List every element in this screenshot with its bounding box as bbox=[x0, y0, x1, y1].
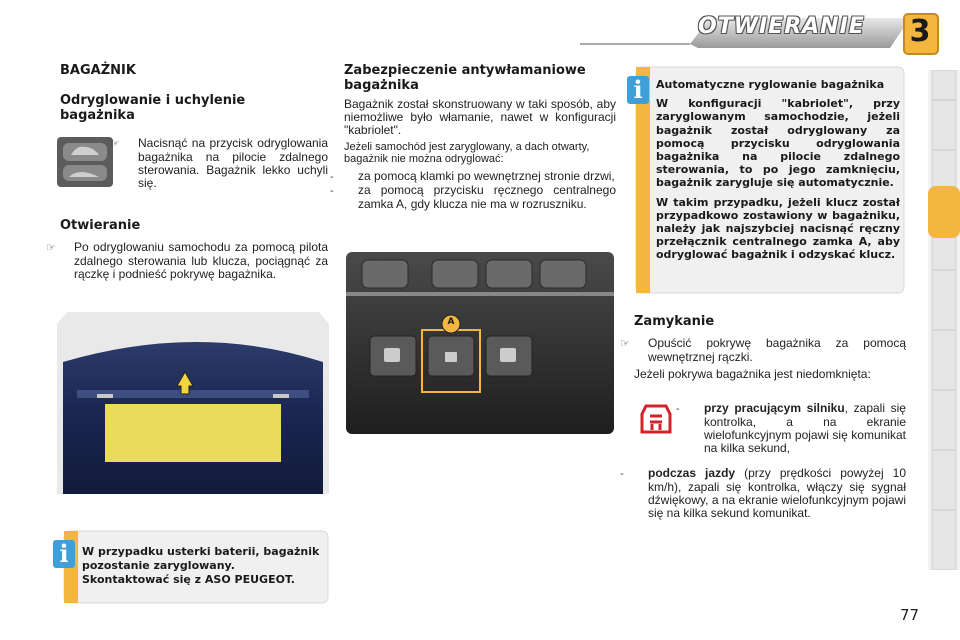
pointer-icon: ☞ bbox=[110, 138, 120, 150]
step-remote-unlock bbox=[110, 136, 328, 190]
switch-label-a: A bbox=[447, 317, 455, 327]
section-title-anti-theft: Zabezpieczenie antywłamaniowe bagażnika bbox=[344, 63, 586, 93]
list-item: - za pomocą przycisku ręcznego centralnego zamka A, gdy klucza nie ma w rozruszniku. bbox=[330, 183, 616, 211]
subsection-title-unlock: Odryglowanie i uchylenie bagażnika bbox=[60, 93, 246, 123]
list-item: - za pomocą klamki po wewnętrznej stronie drzwi, bbox=[330, 169, 615, 183]
pointer-icon: ☞ bbox=[46, 242, 56, 254]
closing-while-driving: - podczas jazdy (przy prędkości powyżej 10 km/h), zapali się kontrolka, włączy się sygnał dźwiękowy, a na ekranie wielofunkcyjnym pojawi się na kilka sekund komunikat. bbox=[620, 466, 907, 520]
chapter-number: 3 bbox=[909, 14, 931, 49]
page-number: 77 bbox=[900, 606, 920, 624]
step-open-trunk bbox=[46, 240, 328, 281]
anti-theft-condition: Jeżeli samochód jest zaryglowany, a dach otwarty, bagażnik nie można odryglować: bbox=[344, 141, 590, 165]
center-console-illustration bbox=[346, 252, 614, 434]
closing-note: Jeżeli pokrywa bagażnika jest niedomknięta: bbox=[634, 367, 871, 381]
info-box-paragraph: W konfiguracji "kabriolet", przy zaryglowanym samochodzie, jeżeli bagażnik został odryglowany za pomocą przycisku odryglowania bagażnika na pilocie zdalnego sterowania, to po jego zamknięciu, bagażnik zarygluje się automatycznie. bbox=[656, 97, 900, 190]
closing-while-driving-text: (przy prędkości powyżej 10 km/h), zapali się kontrolka, włączy się sygnał dźwiękowy, a na ekranie wielofunkcyjnym pojawi się na kilka sekund komunikat. bbox=[648, 466, 907, 520]
chapter-title: OTWIERANIE bbox=[698, 14, 865, 39]
closing-engine-running-text: , zapali się kontrolka, a na ekranie wielofunkcyjnym pojawi się komunikat na kilka sekund, bbox=[704, 401, 906, 455]
info-icon: i bbox=[627, 76, 649, 104]
closing-engine-running: - przy pracującym silniku, zapali się kontrolka, a na ekranie wielofunkcyjnym pojawi się komunikat na kilka sekund, bbox=[676, 401, 906, 455]
pointer-icon: ☞ bbox=[620, 338, 630, 350]
trunk-open-warning-icon bbox=[636, 400, 676, 440]
step-close-trunk-text: Opuścić pokrywę bagażnika za pomocą wewnętrznej rączki. bbox=[648, 336, 906, 364]
step-open-trunk-text: Po odryglowaniu samochodu za pomocą pilota zdalnego sterowania lub klucza, pociągnąć za rączkę i podnieść pokrywę bagażnika. bbox=[74, 240, 328, 281]
section-title-trunk: BAGAŻNIK bbox=[60, 63, 136, 78]
subsection-title-closing: Zamykanie bbox=[634, 314, 715, 329]
subsection-title-opening: Otwieranie bbox=[60, 218, 141, 233]
remote-key-icon bbox=[57, 137, 113, 187]
info-box-battery: W przypadku usterki baterii, bagażnik pozostanie zaryglowany. Skontaktować się z ASO PEUGEOT. bbox=[82, 545, 320, 586]
chapter-tabs bbox=[928, 70, 960, 570]
closing-while-driving-label: podczas jazdy bbox=[648, 466, 736, 480]
info-box-paragraph: W takim przypadku, jeżeli klucz został przypadkowo zostawiony w bagażniku, należy jak najszybciej nacisnąć ręczny przełącznik centralnego zamka A, aby odryglować bagażnik i odzyskać klucz. bbox=[656, 195, 900, 262]
info-box-auto-lock bbox=[656, 78, 900, 262]
step-remote-unlock-text: Nacisnąć na przycisk odryglowania bagażnika na pilocie zdalnego sterowania. Bagażnik lekko uchyli się. bbox=[138, 136, 328, 190]
anti-theft-paragraph: Bagażnik został skonstruowany w taki sposób, aby niemożliwe było włamanie, nawet w konfiguracji "kabriolet". bbox=[344, 97, 616, 137]
info-icon: i bbox=[53, 540, 75, 568]
step-close-trunk bbox=[620, 336, 906, 364]
closing-engine-running-label: przy pracującym silniku bbox=[704, 401, 845, 415]
info-box-title: Automatyczne ryglowanie bagażnika bbox=[656, 78, 885, 91]
trunk-lid-illustration bbox=[57, 312, 329, 494]
anti-theft-list bbox=[330, 169, 616, 211]
